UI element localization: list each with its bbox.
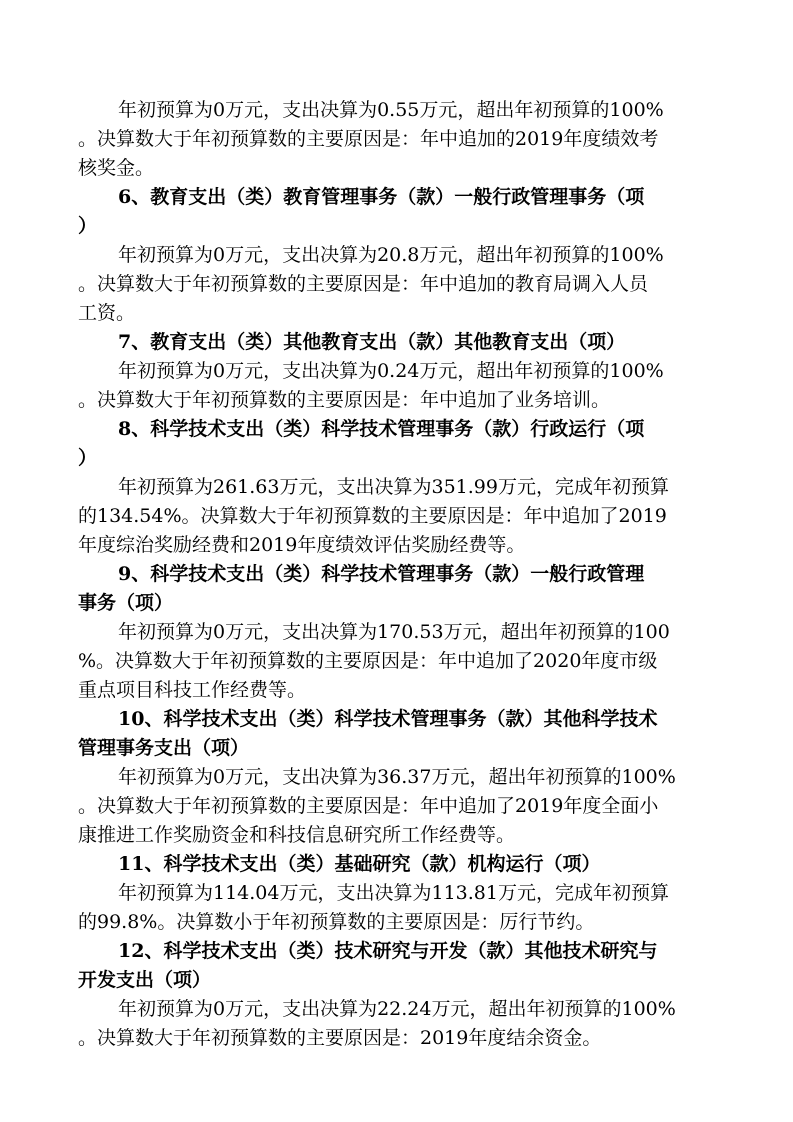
body-text-line: 年初预算为0万元，支出决算为0.24万元，超出年初预算的100% [118, 360, 664, 382]
section-heading: ） [78, 215, 98, 237]
body-text-line: 的134.54%。决算数大于年初预算数的主要原因是：年中追加了2019 [78, 505, 667, 527]
body-text-line: 。决算数大于年初预算数的主要原因是：年中追加的教育局调入人员 [78, 273, 649, 295]
body-text-line: 的99.8%。决算数小于年初预算数的主要原因是：厉行节约。 [78, 911, 595, 933]
body-text-line: 年初预算为0万元，支出决算为20.8万元，超出年初预算的100% [118, 244, 664, 266]
body-text-line: 年初预算为114.04万元，支出决算为113.81万元，完成年初预算 [118, 882, 669, 904]
body-text-line: 重点项目科技工作经费等。 [78, 679, 307, 701]
body-text-line: 年初预算为0万元，支出决算为170.53万元，超出年初预算的100 [118, 621, 670, 643]
body-text-line: 核奖金。 [78, 157, 155, 179]
section-heading: 开发支出（项） [78, 969, 212, 991]
section-heading: 7、教育支出（类）其他教育支出（款）其他教育支出（项） [118, 331, 626, 353]
section-heading: 事务（项） [78, 592, 174, 614]
body-text-line: 。决算数大于年初预算数的主要原因是：年中追加了2019年度全面小 [78, 795, 659, 817]
section-heading: 9、科学技术支出（类）科学技术管理事务（款）一般行政管理 [118, 563, 645, 585]
body-text-line: 工资。 [78, 302, 136, 324]
body-text-line: 。决算数大于年初预算数的主要原因是：年中追加的2019年度绩效考 [78, 128, 659, 150]
section-heading: 11、科学技术支出（类）基础研究（款）机构运行（项） [118, 853, 601, 875]
body-text-line: 康推进工作奖励资金和科技信息研究所工作经费等。 [78, 824, 516, 846]
body-text-line: %。决算数大于年初预算数的主要原因是：年中追加了2020年度市级 [78, 650, 658, 672]
body-text-line: 年初预算为261.63万元，支出决算为351.99万元，完成年初预算 [118, 476, 669, 498]
body-text-line: 年初预算为0万元，支出决算为22.24万元，超出年初预算的100% [118, 998, 676, 1020]
section-heading: 管理事务支出（项） [78, 737, 250, 759]
section-heading: 10、科学技术支出（类）科学技术管理事务（款）其他科学技术 [118, 708, 658, 730]
body-text-line: 。决算数大于年初预算数的主要原因是：年中追加了业务培训。 [78, 389, 611, 411]
body-text-line: 年度综治奖励经费和2019年度绩效评估奖励经费等。 [78, 534, 526, 556]
section-heading: 8、科学技术支出（类）科学技术管理事务（款）行政运行（项 [118, 418, 645, 440]
section-heading: 12、科学技术支出（类）技术研究与开发（款）其他技术研究与 [118, 940, 658, 962]
body-text-line: 。决算数大于年初预算数的主要原因是：2019年度结余资金。 [78, 1027, 602, 1049]
section-heading: 6、教育支出（类）教育管理事务（款）一般行政管理事务（项 [118, 186, 645, 208]
body-text-line: 年初预算为0万元，支出决算为0.55万元，超出年初预算的100% [118, 99, 664, 121]
body-text-line: 年初预算为0万元，支出决算为36.37万元，超出年初预算的100% [118, 766, 676, 788]
section-heading: ） [78, 447, 98, 469]
